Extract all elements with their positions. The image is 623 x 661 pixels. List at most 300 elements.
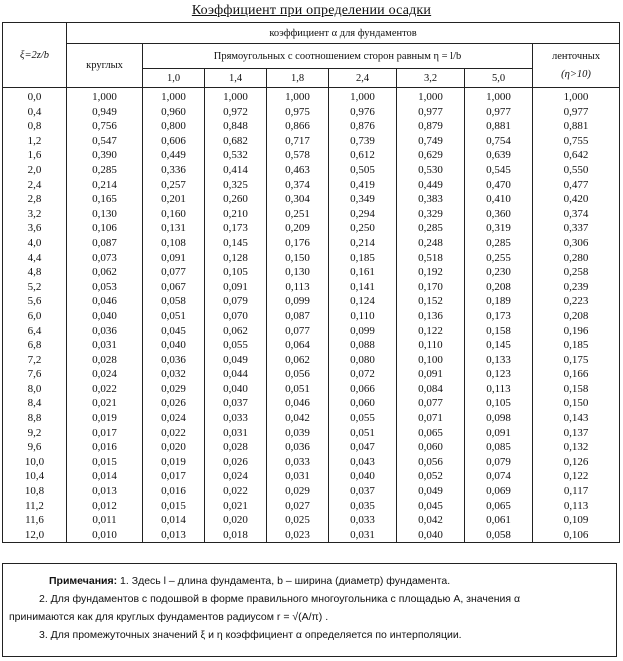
coefficient-cell: 0,449 — [397, 178, 465, 193]
coefficient-cell: 0,020 — [205, 513, 267, 528]
coefficient-cell: 0,027 — [267, 499, 329, 514]
xi-value-cell: 4,0 — [3, 236, 67, 251]
coefficient-cell: 0,053 — [67, 280, 143, 295]
coefficient-cell: 0,383 — [397, 192, 465, 207]
coefficient-cell: 0,208 — [533, 309, 620, 324]
coefficient-cell: 0,022 — [67, 382, 143, 397]
coefficient-cell: 0,062 — [267, 353, 329, 368]
coefficient-cell: 0,143 — [533, 411, 620, 426]
table-row — [3, 396, 620, 411]
xi-value-cell: 1,6 — [3, 148, 67, 163]
coefficient-cell: 0,051 — [143, 309, 205, 324]
xi-value-cell: 8,0 — [3, 382, 67, 397]
table-row — [3, 484, 620, 499]
coefficient-cell: 0,122 — [533, 469, 620, 484]
xi-value-cell: 5,6 — [3, 294, 67, 309]
table-row — [3, 221, 620, 236]
coefficient-cell: 0,173 — [465, 309, 533, 324]
coefficient-cell: 0,062 — [205, 324, 267, 339]
coefficient-cell: 0,629 — [397, 148, 465, 163]
coefficient-cell: 0,071 — [397, 411, 465, 426]
coefficient-cell: 0,052 — [397, 469, 465, 484]
notes-section — [2, 563, 617, 657]
coefficient-cell: 0,024 — [143, 411, 205, 426]
strip-header-sub: (η>10) — [561, 68, 591, 80]
coefficient-cell: 0,530 — [397, 163, 465, 178]
coefficient-cell: 0,251 — [267, 207, 329, 222]
coefficient-cell: 0,201 — [143, 192, 205, 207]
coefficient-cell: 0,072 — [329, 367, 397, 382]
coefficient-cell: 0,099 — [329, 324, 397, 339]
coefficient-cell: 0,866 — [267, 119, 329, 134]
coefficient-cell: 0,023 — [267, 528, 329, 543]
coefficient-cell: 0,360 — [465, 207, 533, 222]
ratio-header-2: 1,4 — [205, 69, 267, 88]
coefficient-cell: 0,055 — [329, 411, 397, 426]
coefficient-cell: 0,285 — [465, 236, 533, 251]
xi-value-cell: 3,2 — [3, 207, 67, 222]
coefficient-cell: 0,550 — [533, 163, 620, 178]
coefficient-cell: 0,126 — [533, 455, 620, 470]
coefficient-cell: 0,977 — [465, 105, 533, 120]
strip-header — [533, 44, 620, 88]
coefficient-cell: 0,040 — [397, 528, 465, 543]
coefficient-cell: 0,113 — [267, 280, 329, 295]
coefficient-cell: 0,175 — [533, 353, 620, 368]
coefficient-cell: 0,036 — [67, 324, 143, 339]
strip-header-label: ленточных — [551, 50, 601, 62]
coefficient-cell: 0,173 — [205, 221, 267, 236]
coefficient-cell: 0,056 — [397, 455, 465, 470]
coefficient-cell: 0,208 — [465, 280, 533, 295]
coefficient-cell: 0,049 — [205, 353, 267, 368]
coefficient-cell: 0,879 — [397, 119, 465, 134]
coefficient-cell: 0,091 — [205, 280, 267, 295]
coefficient-cell: 0,049 — [397, 484, 465, 499]
coefficient-cell: 0,088 — [329, 338, 397, 353]
coefficient-cell: 0,025 — [267, 513, 329, 528]
coefficient-cell: 0,087 — [67, 236, 143, 251]
coefficient-cell: 0,031 — [67, 338, 143, 353]
table-row — [3, 280, 620, 295]
note-3: 3. Для промежуточных значений ξ и η коэффициент α определяется по интерполяции. — [39, 629, 462, 641]
coefficient-cell: 0,258 — [533, 265, 620, 280]
coefficient-cell: 0,547 — [67, 134, 143, 149]
xi-value-cell: 11,6 — [3, 513, 67, 528]
coefficient-cell: 0,150 — [267, 251, 329, 266]
coefficient-cell: 0,390 — [67, 148, 143, 163]
table-row — [3, 513, 620, 528]
coefficient-cell: 0,545 — [465, 163, 533, 178]
coefficient-cell: 0,518 — [397, 251, 465, 266]
coefficient-cell: 0,013 — [143, 528, 205, 543]
coefficient-cell: 0,755 — [533, 134, 620, 149]
coefficient-cell: 0,016 — [67, 440, 143, 455]
note-1-text: 1. Здесь l – длина фундамента, b – ширина (диаметр) фундамента. — [120, 575, 451, 587]
coefficient-cell: 0,021 — [205, 499, 267, 514]
coefficient-cell: 0,130 — [67, 207, 143, 222]
coefficient-cell: 0,047 — [329, 440, 397, 455]
coefficient-cell: 0,026 — [205, 455, 267, 470]
coefficient-cell: 0,040 — [67, 309, 143, 324]
coefficient-cell: 0,045 — [397, 499, 465, 514]
xi-value-cell: 2,0 — [3, 163, 67, 178]
coefficient-cell: 0,098 — [465, 411, 533, 426]
coefficient-cell: 0,064 — [267, 338, 329, 353]
coefficient-cell: 0,132 — [533, 440, 620, 455]
coefficient-cell: 0,058 — [465, 528, 533, 543]
coefficient-cell: 0,110 — [329, 309, 397, 324]
coefficient-cell: 1,000 — [143, 88, 205, 105]
xi-value-cell: 10,8 — [3, 484, 67, 499]
coefficient-cell: 0,020 — [143, 440, 205, 455]
coefficient-cell: 0,077 — [267, 324, 329, 339]
coefficient-cell: 0,033 — [329, 513, 397, 528]
coefficient-cell: 0,756 — [67, 119, 143, 134]
coefficient-cell: 0,185 — [533, 338, 620, 353]
coefficient-cell: 0,029 — [143, 382, 205, 397]
coefficient-cell: 0,419 — [329, 178, 397, 193]
coefficient-cell: 0,304 — [267, 192, 329, 207]
coefficient-cell: 0,257 — [143, 178, 205, 193]
coefficient-cell: 0,051 — [267, 382, 329, 397]
coefficient-cell: 0,754 — [465, 134, 533, 149]
coefficient-cell: 1,000 — [329, 88, 397, 105]
xi-value-cell: 5,2 — [3, 280, 67, 295]
coefficient-cell: 0,106 — [533, 528, 620, 543]
xi-value-cell: 2,4 — [3, 178, 67, 193]
coefficient-cell: 0,848 — [205, 119, 267, 134]
coefficient-cell: 0,420 — [533, 192, 620, 207]
notes-label: Примечания: — [49, 575, 118, 587]
xi-value-cell: 0,8 — [3, 119, 67, 134]
coefficient-cell: 0,800 — [143, 119, 205, 134]
ratio-header-4: 2,4 — [329, 69, 397, 88]
coefficient-cell: 0,210 — [205, 207, 267, 222]
table-row — [3, 148, 620, 163]
table-row — [3, 207, 620, 222]
coefficient-table — [2, 22, 620, 543]
coefficient-cell: 0,113 — [533, 499, 620, 514]
coefficient-cell: 0,011 — [67, 513, 143, 528]
coefficient-cell: 0,260 — [205, 192, 267, 207]
coefficient-cell: 0,349 — [329, 192, 397, 207]
coefficient-cell: 0,192 — [397, 265, 465, 280]
coefficient-cell: 0,152 — [397, 294, 465, 309]
coefficient-cell: 0,881 — [465, 119, 533, 134]
coefficient-cell: 0,015 — [67, 455, 143, 470]
coefficient-cell: 0,029 — [267, 484, 329, 499]
coefficient-cell: 0,091 — [143, 251, 205, 266]
coefficient-cell: 0,165 — [67, 192, 143, 207]
coefficient-cell: 0,739 — [329, 134, 397, 149]
coefficient-cell: 0,014 — [67, 469, 143, 484]
coefficient-cell: 0,285 — [67, 163, 143, 178]
coefficient-cell: 0,374 — [533, 207, 620, 222]
coefficient-cell: 0,017 — [143, 469, 205, 484]
coefficient-cell: 0,150 — [533, 396, 620, 411]
coefficient-cell: 0,158 — [533, 382, 620, 397]
coefficient-cell: 0,051 — [329, 426, 397, 441]
coefficient-cell: 0,037 — [205, 396, 267, 411]
coefficient-cell: 0,185 — [329, 251, 397, 266]
coefficient-cell: 0,145 — [205, 236, 267, 251]
xi-value-cell: 6,0 — [3, 309, 67, 324]
coefficient-cell: 0,110 — [397, 338, 465, 353]
coefficient-cell: 0,091 — [465, 426, 533, 441]
coefficient-cell: 0,031 — [205, 426, 267, 441]
coefficient-cell: 0,055 — [205, 338, 267, 353]
coefficient-cell: 0,022 — [143, 426, 205, 441]
coefficient-cell: 0,084 — [397, 382, 465, 397]
coefficient-cell: 0,077 — [397, 396, 465, 411]
coefficient-cell: 0,026 — [143, 396, 205, 411]
coefficient-cell: 0,109 — [533, 513, 620, 528]
table-row — [3, 88, 620, 105]
coefficient-cell: 0,128 — [205, 251, 267, 266]
coefficient-cell: 0,060 — [397, 440, 465, 455]
coefficient-cell: 0,100 — [397, 353, 465, 368]
coefficient-cell: 0,099 — [267, 294, 329, 309]
coefficient-cell: 0,136 — [397, 309, 465, 324]
coefficient-cell: 0,960 — [143, 105, 205, 120]
xi-header: ξ=2z/b — [3, 23, 67, 88]
ratio-header-3: 1,8 — [267, 69, 329, 88]
table-row — [3, 411, 620, 426]
coefficient-cell: 0,073 — [67, 251, 143, 266]
table-row — [3, 528, 620, 543]
coefficient-cell: 0,255 — [465, 251, 533, 266]
coefficient-cell: 1,000 — [67, 88, 143, 105]
coefficient-cell: 0,214 — [67, 178, 143, 193]
table-row — [3, 134, 620, 149]
coefficient-cell: 0,042 — [267, 411, 329, 426]
coefficient-cell: 0,105 — [465, 396, 533, 411]
ratio-header-1: 1,0 — [143, 69, 205, 88]
table-row — [3, 455, 620, 470]
coefficient-cell: 0,016 — [143, 484, 205, 499]
coefficient-cell: 0,067 — [143, 280, 205, 295]
coefficient-cell: 0,024 — [205, 469, 267, 484]
table-row — [3, 440, 620, 455]
coefficient-cell: 0,021 — [67, 396, 143, 411]
xi-value-cell: 8,8 — [3, 411, 67, 426]
table-row — [3, 192, 620, 207]
xi-value-cell: 10,0 — [3, 455, 67, 470]
coefficient-cell: 0,077 — [143, 265, 205, 280]
coefficient-cell: 0,977 — [397, 105, 465, 120]
xi-value-cell: 3,6 — [3, 221, 67, 236]
ratio-header-5: 3,2 — [397, 69, 465, 88]
coefficient-cell: 0,105 — [205, 265, 267, 280]
coefficient-cell: 0,374 — [267, 178, 329, 193]
coefficient-cell: 0,046 — [67, 294, 143, 309]
table-body — [3, 88, 620, 543]
coefficient-cell: 0,117 — [533, 484, 620, 499]
coefficient-cell: 0,612 — [329, 148, 397, 163]
coefficient-cell: 1,000 — [397, 88, 465, 105]
coefficient-cell: 1,000 — [205, 88, 267, 105]
coefficient-cell: 0,065 — [465, 499, 533, 514]
coefficient-cell: 0,130 — [267, 265, 329, 280]
coefficient-cell: 0,123 — [465, 367, 533, 382]
coefficient-cell: 0,160 — [143, 207, 205, 222]
coefficient-cell: 0,036 — [143, 353, 205, 368]
table-row — [3, 119, 620, 134]
coefficient-cell: 0,166 — [533, 367, 620, 382]
table-row — [3, 105, 620, 120]
coefficient-cell: 1,000 — [533, 88, 620, 105]
page-title: Коэффициент при определении осадки — [191, 3, 432, 18]
coefficient-cell: 0,682 — [205, 134, 267, 149]
coefficient-cell: 0,972 — [205, 105, 267, 120]
coefficient-cell: 0,056 — [267, 367, 329, 382]
coefficient-cell: 0,028 — [205, 440, 267, 455]
xi-value-cell: 2,8 — [3, 192, 67, 207]
round-header: круглых — [67, 44, 143, 88]
xi-value-cell: 4,4 — [3, 251, 67, 266]
coefficient-cell: 0,014 — [143, 513, 205, 528]
note-2a: 2. Для фундаментов с подошвой в форме правильного многоугольника с площадью A, значения α — [39, 593, 521, 605]
xi-value-cell: 10,4 — [3, 469, 67, 484]
coefficient-cell: 0,040 — [329, 469, 397, 484]
coefficient-cell: 0,033 — [267, 455, 329, 470]
coefficient-cell: 0,189 — [465, 294, 533, 309]
coefficient-cell: 0,013 — [67, 484, 143, 499]
coefficient-cell: 0,239 — [533, 280, 620, 295]
coefficient-cell: 0,070 — [205, 309, 267, 324]
coefficient-cell: 0,336 — [143, 163, 205, 178]
coefficient-cell: 0,085 — [465, 440, 533, 455]
coefficient-cell: 0,079 — [205, 294, 267, 309]
xi-value-cell: 11,2 — [3, 499, 67, 514]
coefficient-cell: 0,285 — [397, 221, 465, 236]
coefficient-cell: 0,410 — [465, 192, 533, 207]
coefficient-cell: 0,325 — [205, 178, 267, 193]
coefficient-cell: 0,065 — [397, 426, 465, 441]
coefficient-cell: 0,074 — [465, 469, 533, 484]
coefficient-cell: 0,044 — [205, 367, 267, 382]
xi-value-cell: 0,4 — [3, 105, 67, 120]
coefficient-cell: 0,505 — [329, 163, 397, 178]
table-row — [3, 265, 620, 280]
xi-value-cell: 7,2 — [3, 353, 67, 368]
coefficient-cell: 0,024 — [67, 367, 143, 382]
coefficient-cell: 0,230 — [465, 265, 533, 280]
table-row — [3, 309, 620, 324]
coefficient-cell: 0,058 — [143, 294, 205, 309]
note-2b: принимаются как для круглых фундаментов радиусом r = √(A/π) . — [9, 611, 329, 623]
table-row — [3, 499, 620, 514]
coefficient-cell: 0,031 — [267, 469, 329, 484]
coefficient-cell: 0,062 — [67, 265, 143, 280]
table-row — [3, 178, 620, 193]
coefficient-cell: 0,012 — [67, 499, 143, 514]
coefficient-cell: 0,036 — [267, 440, 329, 455]
coefficient-cell: 0,250 — [329, 221, 397, 236]
coefficient-cell: 0,032 — [143, 367, 205, 382]
table-row — [3, 367, 620, 382]
coefficient-cell: 0,329 — [397, 207, 465, 222]
coefficient-cell: 0,642 — [533, 148, 620, 163]
coefficient-cell: 1,000 — [267, 88, 329, 105]
coefficient-cell: 0,010 — [67, 528, 143, 543]
coefficient-cell: 0,578 — [267, 148, 329, 163]
coefficient-cell: 1,000 — [465, 88, 533, 105]
xi-value-cell: 0,0 — [3, 88, 67, 105]
coefficient-cell: 0,158 — [465, 324, 533, 339]
coefficient-cell: 0,033 — [205, 411, 267, 426]
xi-value-cell: 1,2 — [3, 134, 67, 149]
table-row — [3, 469, 620, 484]
coefficient-cell: 0,031 — [329, 528, 397, 543]
coefficient-cell: 0,040 — [205, 382, 267, 397]
xi-value-cell: 6,4 — [3, 324, 67, 339]
xi-value-cell: 12,0 — [3, 528, 67, 543]
coefficient-cell: 0,043 — [329, 455, 397, 470]
table-row — [3, 426, 620, 441]
coefficient-cell: 0,876 — [329, 119, 397, 134]
xi-value-cell: 4,8 — [3, 265, 67, 280]
coefficient-cell: 0,949 — [67, 105, 143, 120]
table-row — [3, 353, 620, 368]
table-row — [3, 251, 620, 266]
coefficient-cell: 0,022 — [205, 484, 267, 499]
coefficient-cell: 0,176 — [267, 236, 329, 251]
coefficient-cell: 0,060 — [329, 396, 397, 411]
coefficient-cell: 0,131 — [143, 221, 205, 236]
coefficient-cell: 0,214 — [329, 236, 397, 251]
coefficient-cell: 0,319 — [465, 221, 533, 236]
coefficient-cell: 0,280 — [533, 251, 620, 266]
coefficient-cell: 0,749 — [397, 134, 465, 149]
xi-value-cell: 7,6 — [3, 367, 67, 382]
coefficient-cell: 0,639 — [465, 148, 533, 163]
xi-value-cell: 9,6 — [3, 440, 67, 455]
coefficient-cell: 0,449 — [143, 148, 205, 163]
coefficient-cell: 0,463 — [267, 163, 329, 178]
coefficient-cell: 0,019 — [67, 411, 143, 426]
coefficient-cell: 0,046 — [267, 396, 329, 411]
coefficient-cell: 0,170 — [397, 280, 465, 295]
coefficient-cell: 0,137 — [533, 426, 620, 441]
coefficient-cell: 0,124 — [329, 294, 397, 309]
coefficient-cell: 0,196 — [533, 324, 620, 339]
coefficient-cell: 0,037 — [329, 484, 397, 499]
coefficient-cell: 0,066 — [329, 382, 397, 397]
coefficient-cell: 0,061 — [465, 513, 533, 528]
coefficient-cell: 0,223 — [533, 294, 620, 309]
coefficient-cell: 0,015 — [143, 499, 205, 514]
coefficient-cell: 0,532 — [205, 148, 267, 163]
coefficient-cell: 0,079 — [465, 455, 533, 470]
coefficient-header: коэффициент α для фундаментов — [67, 23, 620, 44]
coefficient-cell: 0,606 — [143, 134, 205, 149]
table-row — [3, 163, 620, 178]
coefficient-cell: 0,040 — [143, 338, 205, 353]
coefficient-cell: 0,248 — [397, 236, 465, 251]
coefficient-cell: 0,881 — [533, 119, 620, 134]
coefficient-cell: 0,976 — [329, 105, 397, 120]
coefficient-cell: 0,337 — [533, 221, 620, 236]
coefficient-cell: 0,045 — [143, 324, 205, 339]
xi-value-cell: 9,2 — [3, 426, 67, 441]
coefficient-cell: 0,018 — [205, 528, 267, 543]
xi-value-cell: 8,4 — [3, 396, 67, 411]
coefficient-cell: 0,017 — [67, 426, 143, 441]
coefficient-cell: 0,039 — [267, 426, 329, 441]
rectangular-header: Прямоугольных с соотношением сторон равным η = l/b — [143, 44, 533, 69]
